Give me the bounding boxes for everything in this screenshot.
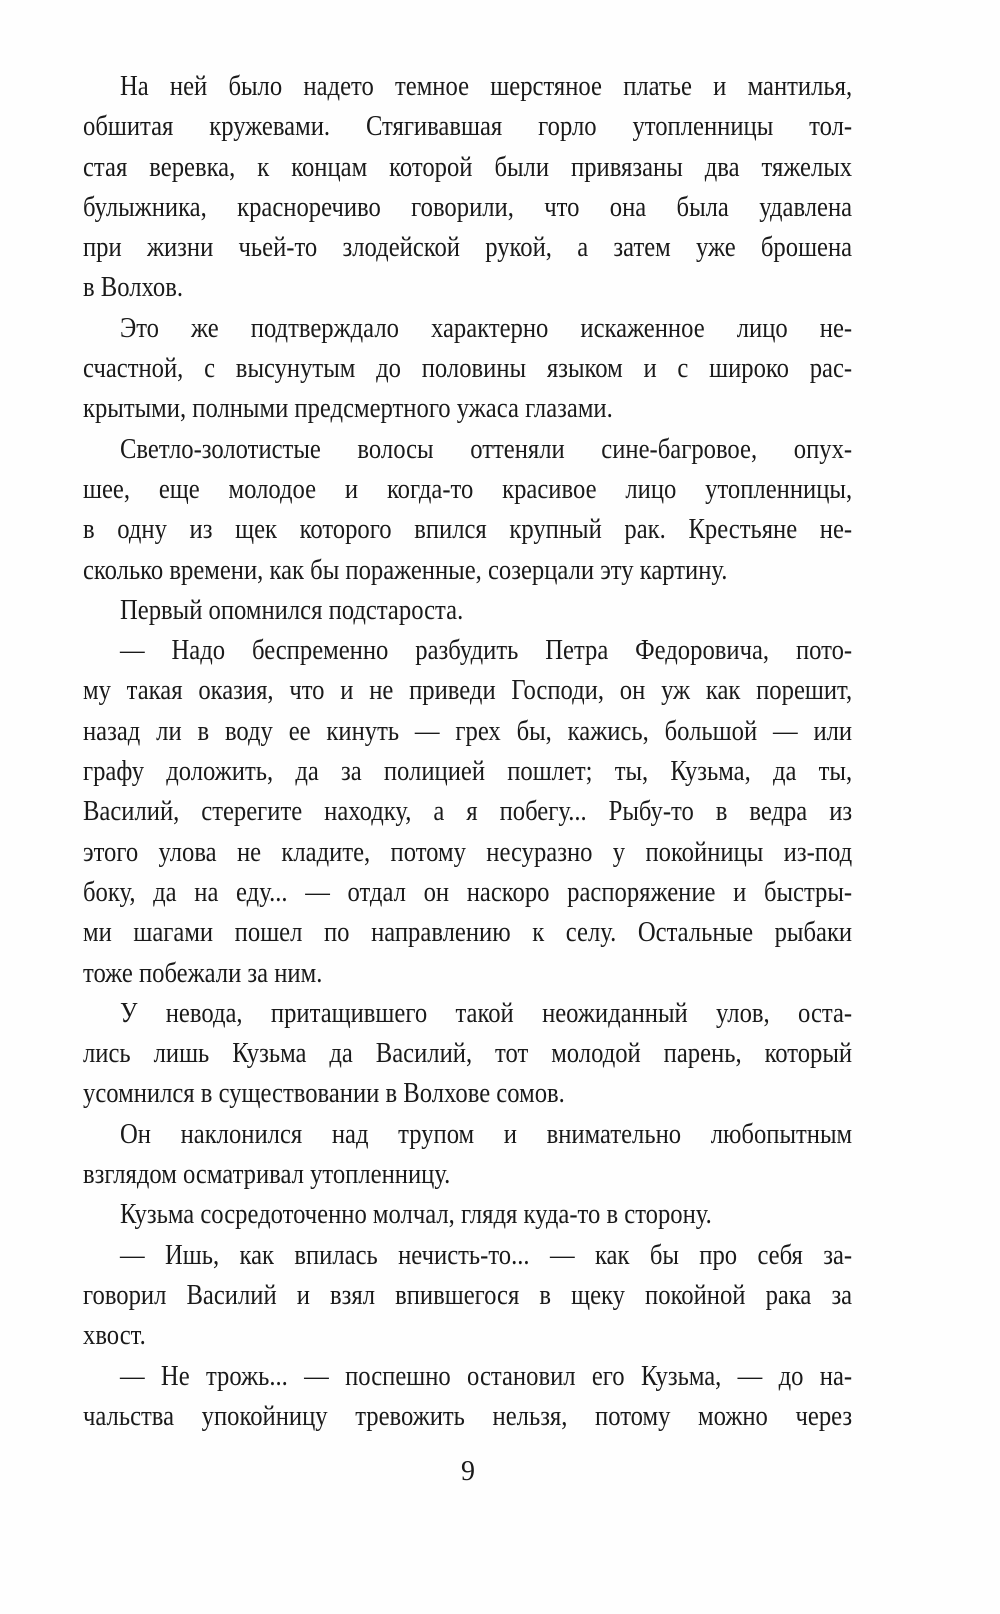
text-line: говорил Василий и взял впившегося в щеку покойной рака за [83,1279,853,1311]
paragraph [83,67,852,309]
text-line: тоже побежали за ним. [83,957,323,989]
text-line: Кузьма сосредоточенно молчал, глядя куда-то в сторону. [119,1199,712,1231]
text-line: в одну из щек которого впился крупный рак. Крестьяне не- [83,514,853,546]
text-line: крытыми, полными предсмертного ужаса глазами. [83,393,613,425]
paragraph [83,1115,852,1196]
text-line: На ней было надето темное шерстяное платье и мантилья, [119,71,853,102]
body-text [83,67,852,1437]
paragraph [83,631,852,994]
text-line: графу доложить, да за полицией пошлет; ты, Кузьма, да ты, [83,756,853,788]
text-line: — Ишь, как впилась нечисть-то... — как бы про себя за- [119,1239,853,1271]
text-line: шее, еще молодое и когда-то красивое лицо утопленницы, [83,473,853,505]
text-line: Первый опомнился подстароста. [119,594,464,626]
text-line: взглядом осматривал утопленницу. [83,1159,451,1191]
text-line: усомнился в существовании в Волхове сомов. [83,1078,565,1110]
text-line: — Надо беспременно разбудить Петра Федоровича, пото- [119,635,853,667]
text-line: хвост. [83,1320,146,1352]
text-line: лись лишь Кузьма да Василий, тот молодой парень, который [83,1038,853,1070]
text-line: Светло-золотистые волосы оттеняли сине-багровое, опух- [119,433,853,465]
text-line: обшитая кружевами. Стягивавшая горло утопленницы тол- [83,111,853,143]
text-line: при жизни чьей-то злодейской рукой, а затем уже брошена [83,232,853,264]
paragraph [83,1236,852,1357]
text-line: Василий, стерегите находку, а я побегу... Рыбу-то в ведра из [83,796,853,828]
text-line: счастной, с высунутым до половины языком и с широко рас- [83,353,853,385]
paragraph [83,994,852,1115]
page-number: 9 [461,1456,475,1487]
text-line: Это же подтверждало характерно искаженное лицо не- [119,312,853,344]
text-line: назад ли в воду ее кинуть — грех бы, кажись, большой — или [83,715,853,747]
paragraph [83,591,852,631]
text-line: этого улова не кладите, потому несуразно у покойницы из-под [83,836,853,868]
text-line: му такая оказия, что и не приведи Господи, он уж как порешит, [83,675,853,707]
text-line: Он наклонился над трупом и внимательно любопытным [119,1118,853,1150]
paragraph [83,1195,852,1235]
paragraph [83,309,852,430]
text-line: стая веревка, к концам которой были привязаны два тяжелых [83,151,853,183]
text-line: боку, да на еду... — отдал он наскоро распоряжение и быстры- [83,876,853,908]
text-line: в Волхов. [83,272,184,304]
text-line: ми шагами пошел по направлению к селу. Остальные рыбаки [83,917,853,949]
text-line: сколько времени, как бы пораженные, созерцали эту картину. [83,554,728,586]
text-line: чальства упокойницу тревожить нельзя, потому можно через [83,1400,853,1432]
text-line: — Не трожь... — поспешно остановил его Кузьма, — до на- [119,1360,853,1392]
text-line: булыжника, красноречиво говорили, что она была удавлена [83,191,853,223]
text-line: У невода, притащившего такой неожиданный улов, оста- [119,997,853,1029]
paragraph [83,430,852,591]
paragraph [83,1357,852,1438]
